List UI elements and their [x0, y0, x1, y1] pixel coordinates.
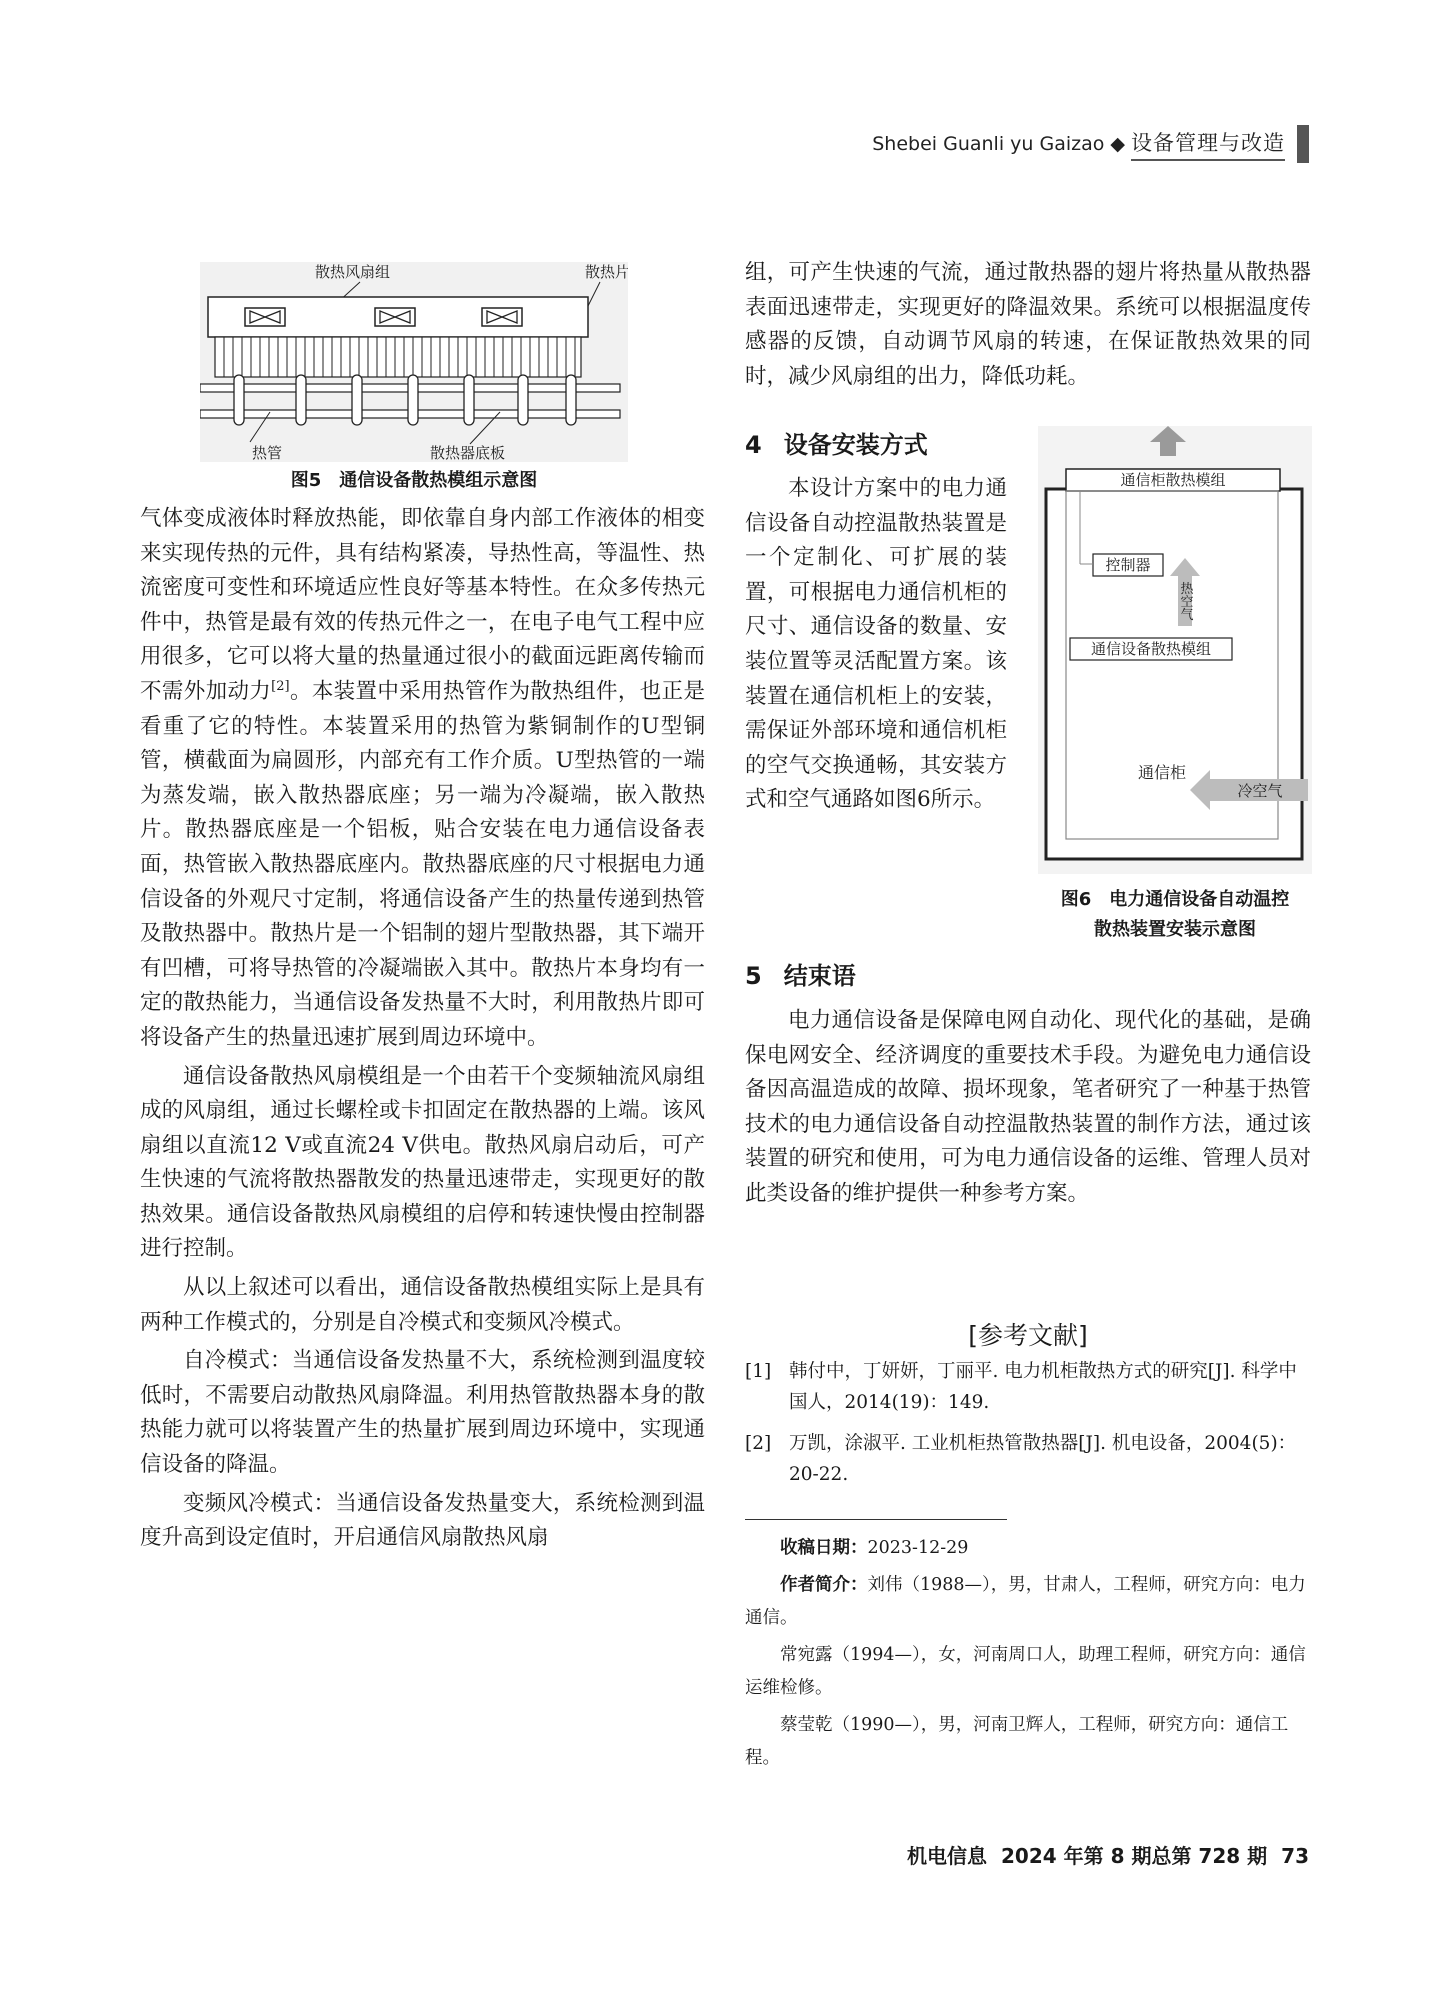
- left-paragraph-1: 气体变成液体时释放热能，即依靠自身内部工作液体的相变来实现传热的元件，具有结构紧凑，导热性高，等温性、热流密度可变性和环境适应性良好等基本特性。在众多传热元件中，热管是最有效的传热元件之一，在电子电气工程中应用很多，它可以将大量的热量通过很小的截面远距离传输而不需外加动力[2]。本装置中采用热管作为散热组件，也正是看重了它的特性。本装置采用的热管为紫铜制作的U型铜管，横截面为扁圆形，内部充有工作介质。U型热管的一端为蒸发端，嵌入散热器底座；另一端为冷凝端，嵌入散热片。散热器底座是一个铝板，贴合安装在电力通信设备表面，热管嵌入散热器底座内。散热器底座的尺寸根据电力通信设备的外观尺寸定制，将通信设备产生的热量传递到热管及散热器中。散热片是一个铝制的翅片型散热器，其下端开有凹槽，可将导热管的冷凝端嵌入其中。散热片本身均有一定的散热能力，当通信设备发热量不大时，利用散热片即可将设备产生的热量迅速扩展到周边环境中。: [140, 506, 705, 1050]
- fig6-label-module: 通信设备散热模组: [1090, 640, 1212, 658]
- left-column: [140, 502, 705, 1556]
- footer-journal: 机电信息: [907, 1844, 987, 1868]
- fig6-label-cold-air: 冷空气: [1237, 782, 1283, 800]
- reference-1-number: [1]: [745, 1361, 772, 1382]
- right-paragraph-continued: 组，可产生快速的气流，通过散热器的翅片将热量从散热器表面迅速带走，实现更好的降温效果。系统可以根据温度传感器的反馈，自动调节风扇的转速，在保证散热效果的同时，减少风扇组的出力，降低功耗。: [745, 260, 1311, 389]
- fig5-label-base: 散热器底板: [430, 444, 506, 462]
- cabinet-installation-diagram: [1038, 426, 1312, 874]
- fan-icon: [375, 308, 415, 326]
- page-footer: [893, 1840, 1309, 1869]
- cabinet-outline: [1046, 489, 1302, 859]
- section-5-number: 5: [745, 962, 762, 990]
- section-4-title: 设备安装方式: [783, 431, 928, 459]
- figure-6: [1038, 426, 1312, 874]
- citation-sup: [2]: [271, 678, 290, 694]
- fan-icon: [245, 308, 285, 326]
- author-3: 蔡莹乾（1990—），男，河南卫辉人，工程师，研究方向：通信工程。: [745, 1715, 1289, 1768]
- reference-1-text: 韩付中，丁妍妍，丁丽平. 电力机柜散热方式的研究[J]. 科学中国人，2014(19)：149.: [789, 1361, 1297, 1413]
- fig6-label-module-top: 通信柜散热模组: [1120, 471, 1226, 489]
- left-paragraph-2: 通信设备散热风扇模组是一个由若干个变频轴流风扇组成的风扇组，通过长螺栓或卡扣固定在散热器的上端。该风扇组以直流12 V或直流24 V供电。散热风扇启动后，可产生快速的气流将散热器散发的热量迅速带走，实现更好的散热效果。通信设备散热风扇模组的启停和转速快慢由控制器进行控制。: [140, 1063, 705, 1262]
- figure-5: [200, 262, 628, 462]
- figure-6-caption-line-2: 散热装置安装示意图: [1094, 919, 1256, 940]
- header-pinyin: Shebei Guanli yu Gaizao: [872, 133, 1105, 155]
- references-title: [参考文献]: [968, 1321, 1088, 1350]
- heat-fins: [215, 337, 581, 377]
- figure-6-caption: [1026, 885, 1324, 945]
- fig5-label-pipe: 热管: [252, 444, 283, 462]
- figure-6-caption-line-1: 图6 电力通信设备自动温控: [1060, 889, 1290, 910]
- author-1: 作者简介：刘伟（1988—），男，甘肃人，工程师，研究方向：电力通信。: [745, 1575, 1306, 1628]
- reference-item-1: [745, 1356, 1311, 1418]
- section-4-number: 4: [745, 431, 762, 459]
- fig6-label-cabinet: 通信柜: [1138, 763, 1187, 782]
- fan-icon: [482, 308, 522, 326]
- right-column-top: [745, 256, 1311, 394]
- left-paragraph-4: 自冷模式：当通信设备发热量不大，系统检测到温度较低时，不需要启动散热风扇降温。利用热管散热器本身的散热能力就可以将装置产生的热量扩展到周边环境中，实现通信设备的降温。: [140, 1348, 705, 1478]
- section-5-body: [745, 1004, 1311, 1212]
- header-column-title: 设备管理与改造: [1131, 127, 1285, 161]
- fig5-label-fan: 散热风扇组: [315, 263, 391, 281]
- footer-issue: 2024 年第 8 期总第 728 期: [1001, 1844, 1268, 1868]
- reference-2-number: [2]: [745, 1433, 772, 1454]
- header-diamond: ◆: [1110, 133, 1125, 155]
- running-header: [872, 124, 1309, 164]
- figure-5-caption: 图5 通信设备散热模组示意图: [290, 470, 538, 491]
- footer-page-number: 73: [1281, 1844, 1309, 1868]
- section-4-paragraph: 本设计方案中的电力通信设备自动控温散热装置是一个定制化、可扩展的装置，可根据电力通信机柜的尺寸、通信设备的数量、安装位置等灵活配置方案。该装置在通信机柜上的安装，需保证外部环境和通信机柜的空气交换通畅，其安装方式和空气通路如图6所示。: [745, 476, 1007, 813]
- reference-item-2: [745, 1428, 1311, 1490]
- author-notes: [745, 1532, 1311, 1779]
- section-4-body: [745, 472, 1007, 818]
- section-5-paragraph: 电力通信设备是保障电网自动化、现代化的基础，是确保电网安全、经济调度的重要技术手段。为避免电力通信设备因高温造成的故障、损坏现象，笔者研究了一种基于热管技术的电力通信设备自动控温散热装置的制作方法，通过该装置的研究和使用，可为电力通信设备的运维、管理人员对此类设备的维护提供一种参考方案。: [745, 1008, 1311, 1206]
- left-paragraph-3: 从以上叙述可以看出，通信设备散热模组实际上是具有两种工作模式的，分别是自冷模式和变频风冷模式。: [140, 1275, 705, 1335]
- fig5-label-fin: 散热片: [585, 263, 628, 281]
- heat-sink-module-diagram: [200, 262, 628, 462]
- author-2: 常宛露（1994—），女，河南周口人，助理工程师，研究方向：通信运维检修。: [745, 1645, 1306, 1698]
- left-paragraph-5: 变频风冷模式：当通信设备发热量变大，系统检测到温度升高到设定值时，开启通信风扇散热风扇: [140, 1490, 705, 1551]
- section-4-heading: [745, 425, 928, 460]
- fig6-label-hot-air: 热空气: [1177, 581, 1193, 621]
- section-5-title: 结束语: [783, 962, 856, 990]
- received-date: 收稿日期：2023-12-29: [780, 1538, 969, 1558]
- header-bar: [1297, 125, 1309, 163]
- fig6-label-controller: 控制器: [1105, 556, 1151, 574]
- reference-2-text: 万凯，涂淑平. 工业机柜热管散热器[J]. 机电设备，2004(5)：20-22.: [789, 1433, 1297, 1485]
- section-5-heading: [745, 956, 856, 991]
- footnote-rule: [745, 1519, 1007, 1520]
